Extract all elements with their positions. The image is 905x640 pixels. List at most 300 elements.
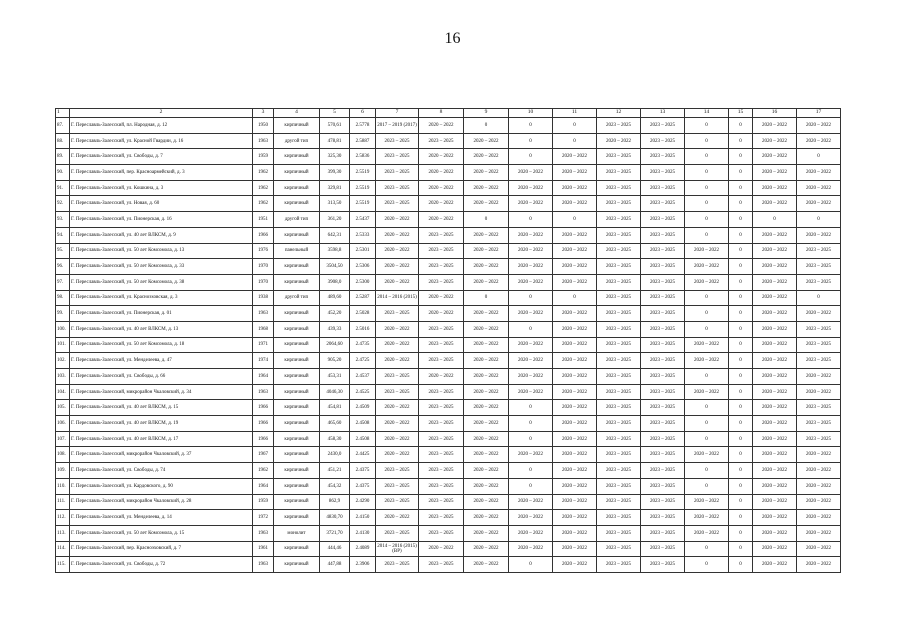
table-cell: 1938 bbox=[253, 290, 274, 306]
row-number: 88. bbox=[56, 133, 70, 149]
table-row bbox=[56, 227, 841, 243]
table-cell: 2020 – 2022 bbox=[553, 478, 597, 494]
address-cell: Г. Переславль-Залесский, ул. 50 лет Комсомола, д. 18 bbox=[70, 337, 253, 353]
table-cell: 2020 – 2022 bbox=[509, 384, 553, 400]
row-number: 91. bbox=[56, 180, 70, 196]
table-cell: 2020 – 2022 bbox=[419, 541, 464, 557]
table-cell: 2023 – 2025 bbox=[376, 149, 419, 165]
table-row bbox=[56, 510, 841, 526]
table-cell: 2020 – 2022 bbox=[419, 165, 464, 181]
table-cell: 2020 – 2022 bbox=[753, 447, 797, 463]
table-cell: 2023 – 2025 bbox=[797, 321, 841, 337]
table-cell: кирпичный bbox=[274, 494, 320, 510]
table-cell: 2020 – 2022 bbox=[464, 133, 509, 149]
table-row bbox=[56, 196, 841, 212]
table-cell: 2023 – 2025 bbox=[641, 463, 685, 479]
table-cell: 2020 – 2022 bbox=[753, 274, 797, 290]
table-cell: 2.5778 bbox=[350, 118, 376, 134]
table-cell: 0 bbox=[729, 180, 753, 196]
table-cell: 0 bbox=[729, 494, 753, 510]
address-cell: Г. Переславль-Залесский, ул. Свободы, д. 72 bbox=[70, 557, 253, 573]
table-cell: 2014 – 2016 (2015) (ВР) bbox=[376, 541, 419, 557]
table-row bbox=[56, 369, 841, 385]
table-cell: 313,50 bbox=[320, 196, 350, 212]
table-cell: кирпичный bbox=[274, 180, 320, 196]
table-cell: 0 bbox=[685, 133, 729, 149]
table-cell: 0 bbox=[729, 321, 753, 337]
table-cell: 2023 – 2025 bbox=[797, 416, 841, 432]
table-row bbox=[56, 525, 841, 541]
table-cell: 2020 – 2022 bbox=[553, 431, 597, 447]
table-cell: 2023 – 2025 bbox=[797, 243, 841, 259]
table-cell: монолит bbox=[274, 525, 320, 541]
table-cell: 2020 – 2022 bbox=[553, 369, 597, 385]
table-cell: 2023 – 2025 bbox=[376, 369, 419, 385]
table-cell: 2.4425 bbox=[350, 447, 376, 463]
table-cell: 2020 – 2022 bbox=[685, 384, 729, 400]
table-cell: кирпичный bbox=[274, 353, 320, 369]
table-cell: 2020 – 2022 bbox=[419, 369, 464, 385]
table-cell: 2020 – 2022 bbox=[419, 118, 464, 134]
table-cell: 2020 – 2022 bbox=[464, 337, 509, 353]
table-cell: 2020 – 2022 bbox=[464, 416, 509, 432]
table-cell: 2023 – 2025 bbox=[419, 321, 464, 337]
table-cell: 439,33 bbox=[320, 321, 350, 337]
table-cell: 447,88 bbox=[320, 557, 350, 573]
table-cell: 2020 – 2022 bbox=[509, 227, 553, 243]
table-cell: 2020 – 2022 bbox=[753, 290, 797, 306]
table-cell: 1974 bbox=[253, 353, 274, 369]
table-cell: 2.4130 bbox=[350, 525, 376, 541]
table-cell: 0 bbox=[685, 212, 729, 228]
row-number: 104. bbox=[56, 384, 70, 400]
table-cell: 2020 – 2022 bbox=[509, 306, 553, 322]
column-number: 9 bbox=[464, 109, 509, 118]
table-row bbox=[56, 180, 841, 196]
table-cell: 2020 – 2022 bbox=[376, 431, 419, 447]
table-cell: 2020 – 2022 bbox=[797, 227, 841, 243]
table-cell: 0 bbox=[685, 431, 729, 447]
table-cell: 0 bbox=[685, 369, 729, 385]
table-cell: 2020 – 2022 bbox=[509, 541, 553, 557]
table-cell: 0 bbox=[729, 243, 753, 259]
table-cell: 2020 – 2022 bbox=[464, 510, 509, 526]
table-cell: 1963 bbox=[253, 133, 274, 149]
table-cell: 1976 bbox=[253, 243, 274, 259]
table-row bbox=[56, 133, 841, 149]
table-cell: 2023 – 2025 bbox=[419, 463, 464, 479]
table-cell: 1966 bbox=[253, 400, 274, 416]
table-cell: кирпичный bbox=[274, 463, 320, 479]
table-cell: 3908,0 bbox=[320, 274, 350, 290]
table-cell: кирпичный bbox=[274, 447, 320, 463]
table-cell: 2020 – 2022 bbox=[464, 196, 509, 212]
column-number: 1 bbox=[56, 109, 70, 118]
table-row bbox=[56, 212, 841, 228]
table-cell: 2020 – 2022 bbox=[753, 321, 797, 337]
address-cell: Г. Переславль-Залесский, пер. Красноэховский, д. 7 bbox=[70, 541, 253, 557]
table-cell: 2020 – 2022 bbox=[419, 290, 464, 306]
table-cell: 2020 – 2022 bbox=[553, 165, 597, 181]
table-cell: 2.4375 bbox=[350, 478, 376, 494]
table-cell: кирпичный bbox=[274, 196, 320, 212]
table-cell: 2020 – 2022 bbox=[553, 243, 597, 259]
column-number-row bbox=[56, 109, 841, 118]
row-number: 106. bbox=[56, 416, 70, 432]
table-cell: 2023 – 2025 bbox=[376, 133, 419, 149]
table-cell: 3598,8 bbox=[320, 243, 350, 259]
table-cell: 2023 – 2025 bbox=[597, 118, 641, 134]
table-cell: 2020 – 2022 bbox=[376, 353, 419, 369]
table-cell: 2020 – 2022 bbox=[553, 525, 597, 541]
table-cell: 2020 – 2022 bbox=[797, 510, 841, 526]
table-cell: 2023 – 2025 bbox=[641, 196, 685, 212]
table-cell: 0 bbox=[729, 165, 753, 181]
column-number: 15 bbox=[729, 109, 753, 118]
row-number: 96. bbox=[56, 259, 70, 275]
table-cell: 1970 bbox=[253, 259, 274, 275]
table-cell: 1959 bbox=[253, 494, 274, 510]
table-cell: 1970 bbox=[253, 274, 274, 290]
table-cell: 2020 – 2022 bbox=[553, 447, 597, 463]
table-cell: 1966 bbox=[253, 227, 274, 243]
table-cell: 2020 – 2022 bbox=[797, 447, 841, 463]
table-cell: 2023 – 2025 bbox=[419, 431, 464, 447]
table-cell: 2020 – 2022 bbox=[753, 494, 797, 510]
table-cell: 2023 – 2025 bbox=[597, 259, 641, 275]
table-cell: 2020 – 2022 bbox=[419, 196, 464, 212]
table-cell: 2023 – 2025 bbox=[597, 274, 641, 290]
table-cell: 4046,30 bbox=[320, 384, 350, 400]
table-cell: 0 bbox=[729, 274, 753, 290]
table-cell: 2023 – 2025 bbox=[641, 180, 685, 196]
table-cell: 2023 – 2025 bbox=[419, 353, 464, 369]
table-cell: 2020 – 2022 bbox=[797, 369, 841, 385]
table-cell: 2020 – 2022 bbox=[509, 196, 553, 212]
table-cell: 2020 – 2022 bbox=[509, 447, 553, 463]
table-cell: 0 bbox=[685, 557, 729, 573]
table-cell: 2023 – 2025 bbox=[376, 478, 419, 494]
table-cell: 2020 – 2022 bbox=[553, 541, 597, 557]
table-cell: 2023 – 2025 bbox=[376, 180, 419, 196]
table-cell: 2020 – 2022 bbox=[509, 180, 553, 196]
row-number: 105. bbox=[56, 400, 70, 416]
table-cell: 2023 – 2025 bbox=[376, 306, 419, 322]
column-number: 7 bbox=[376, 109, 419, 118]
table-cell: 2020 – 2022 bbox=[753, 400, 797, 416]
table-row bbox=[56, 400, 841, 416]
row-number: 95. bbox=[56, 243, 70, 259]
table-cell: 2023 – 2025 bbox=[597, 494, 641, 510]
table-cell: 3721,70 bbox=[320, 525, 350, 541]
table-cell: 2023 – 2025 bbox=[641, 384, 685, 400]
table-cell: 2.4290 bbox=[350, 494, 376, 510]
table-cell: 0 bbox=[729, 369, 753, 385]
row-number: 103. bbox=[56, 369, 70, 385]
table-cell: 0 bbox=[685, 400, 729, 416]
table-cell: 2020 – 2022 bbox=[753, 463, 797, 479]
table-cell: 2023 – 2025 bbox=[641, 243, 685, 259]
table-cell: 2020 – 2022 bbox=[376, 321, 419, 337]
table-cell: 1972 bbox=[253, 510, 274, 526]
table-cell: 2023 – 2025 bbox=[419, 494, 464, 510]
row-number: 99. bbox=[56, 306, 70, 322]
table-cell: 1963 bbox=[253, 384, 274, 400]
table-cell: 0 bbox=[464, 118, 509, 134]
table-cell: 0 bbox=[729, 384, 753, 400]
column-number: 17 bbox=[797, 109, 841, 118]
table-row bbox=[56, 243, 841, 259]
table-cell: 444,46 bbox=[320, 541, 350, 557]
table-cell: 0 bbox=[685, 416, 729, 432]
table-cell: 2023 – 2025 bbox=[376, 557, 419, 573]
table-cell: другой тип bbox=[274, 133, 320, 149]
column-number: 4 bbox=[274, 109, 320, 118]
table-cell: 2020 – 2022 bbox=[753, 149, 797, 165]
column-number: 3 bbox=[253, 109, 274, 118]
table-cell: 0 bbox=[464, 290, 509, 306]
table-cell: 0 bbox=[797, 149, 841, 165]
table-cell: 2020 – 2022 bbox=[753, 557, 797, 573]
table-cell: 1959 bbox=[253, 149, 274, 165]
table-cell: 2.5437 bbox=[350, 212, 376, 228]
table-cell: 454,81 bbox=[320, 400, 350, 416]
row-number: 114. bbox=[56, 541, 70, 557]
table-cell: другой тип bbox=[274, 290, 320, 306]
table-cell: 4830,70 bbox=[320, 510, 350, 526]
table-cell: 2020 – 2022 bbox=[509, 243, 553, 259]
table-cell: 2020 – 2022 bbox=[553, 149, 597, 165]
table-cell: 2020 – 2022 bbox=[753, 478, 797, 494]
table-cell: 2023 – 2025 bbox=[376, 196, 419, 212]
table-cell: 2.5836 bbox=[350, 149, 376, 165]
table-cell: 2.5519 bbox=[350, 165, 376, 181]
table-cell: 2020 – 2022 bbox=[797, 463, 841, 479]
table-cell: 2023 – 2025 bbox=[641, 227, 685, 243]
table-cell: 2020 – 2022 bbox=[553, 416, 597, 432]
table-cell: 2020 – 2022 bbox=[464, 478, 509, 494]
table-cell: кирпичный bbox=[274, 431, 320, 447]
table-cell: 0 bbox=[685, 165, 729, 181]
address-cell: Г. Переславль-Залесский, ул. 40 лет ВЛКСМ, д. 9 bbox=[70, 227, 253, 243]
table-cell: 2020 – 2022 bbox=[464, 165, 509, 181]
table-cell: 2023 – 2025 bbox=[597, 510, 641, 526]
table-cell: 2020 – 2022 bbox=[464, 353, 509, 369]
table-cell: 2020 – 2022 bbox=[753, 510, 797, 526]
table-cell: 2023 – 2025 bbox=[419, 227, 464, 243]
table-cell: 2023 – 2025 bbox=[641, 337, 685, 353]
table-cell: 570,61 bbox=[320, 118, 350, 134]
column-number: 11 bbox=[553, 109, 597, 118]
table-cell: 2020 – 2022 bbox=[376, 510, 419, 526]
table-cell: 489,60 bbox=[320, 290, 350, 306]
table-cell: 2020 – 2022 bbox=[685, 510, 729, 526]
table-cell: 1966 bbox=[253, 431, 274, 447]
table-cell: 2020 – 2022 bbox=[464, 431, 509, 447]
table-cell: 2020 – 2022 bbox=[753, 525, 797, 541]
column-number: 16 bbox=[753, 109, 797, 118]
table-cell: 2020 – 2022 bbox=[464, 243, 509, 259]
table-cell: кирпичный bbox=[274, 510, 320, 526]
table-cell: 2020 – 2022 bbox=[597, 133, 641, 149]
row-number: 108. bbox=[56, 447, 70, 463]
table-cell: 0 bbox=[509, 557, 553, 573]
table-cell: 2020 – 2022 bbox=[376, 274, 419, 290]
table-cell: 2020 – 2022 bbox=[553, 353, 597, 369]
table-cell: 453,31 bbox=[320, 369, 350, 385]
table-cell: 2020 – 2022 bbox=[753, 353, 797, 369]
table-cell: 2020 – 2022 bbox=[464, 306, 509, 322]
row-number: 109. bbox=[56, 463, 70, 479]
table-cell: 2023 – 2025 bbox=[641, 416, 685, 432]
table-cell: 2020 – 2022 bbox=[797, 557, 841, 573]
table-cell: 2020 – 2022 bbox=[753, 180, 797, 196]
address-cell: Г. Переславль-Залесский, ул. 40 лет ВЛКСМ, д. 15 bbox=[70, 400, 253, 416]
table-cell: 2020 – 2022 bbox=[553, 227, 597, 243]
table-cell: 0 bbox=[509, 321, 553, 337]
table-cell: 2020 – 2022 bbox=[685, 447, 729, 463]
table-cell: 454,32 bbox=[320, 478, 350, 494]
table-cell: 2023 – 2025 bbox=[597, 463, 641, 479]
table-cell: 2020 – 2022 bbox=[376, 416, 419, 432]
table-cell: 2023 – 2025 bbox=[597, 290, 641, 306]
table-cell: 2020 – 2022 bbox=[464, 494, 509, 510]
table-cell: 2.5519 bbox=[350, 196, 376, 212]
table-cell: 2020 – 2022 bbox=[797, 384, 841, 400]
table-row bbox=[56, 463, 841, 479]
table-cell: 2023 – 2025 bbox=[641, 149, 685, 165]
table-cell: 1966 bbox=[253, 416, 274, 432]
table-cell: 2023 – 2025 bbox=[597, 400, 641, 416]
table-cell: 2023 – 2025 bbox=[597, 306, 641, 322]
address-cell: Г. Переславль-Залесский, микрорайон Чкаловский, д. 37 bbox=[70, 447, 253, 463]
table-row bbox=[56, 447, 841, 463]
table-cell: 2020 – 2022 bbox=[753, 243, 797, 259]
table-cell: кирпичный bbox=[274, 416, 320, 432]
table-cell: 2020 – 2022 bbox=[464, 227, 509, 243]
table-cell: 2023 – 2025 bbox=[597, 227, 641, 243]
table-cell: кирпичный bbox=[274, 259, 320, 275]
table-cell: 2.5333 bbox=[350, 227, 376, 243]
table-cell: 2064,60 bbox=[320, 337, 350, 353]
table-cell: 0 bbox=[553, 212, 597, 228]
table-cell: 0 bbox=[685, 463, 729, 479]
address-cell: Г. Переславль-Залесский, ул. 40 лет ВЛКСМ, д. 19 bbox=[70, 416, 253, 432]
table-cell: 2020 – 2022 bbox=[685, 353, 729, 369]
table-cell: 2020 – 2022 bbox=[753, 369, 797, 385]
table-cell: 2.4089 bbox=[350, 541, 376, 557]
table-cell: 2020 – 2022 bbox=[797, 306, 841, 322]
table-row bbox=[56, 494, 841, 510]
table-cell: 1963 bbox=[253, 525, 274, 541]
address-cell: Г. Переславль-Залесский, ул. 40 лет ВЛКСМ, д. 17 bbox=[70, 431, 253, 447]
table-cell: 2023 – 2025 bbox=[376, 525, 419, 541]
table-cell: 2020 – 2022 bbox=[376, 227, 419, 243]
table-cell: 2023 – 2025 bbox=[641, 525, 685, 541]
table-row bbox=[56, 541, 841, 557]
table-cell: 2020 – 2022 bbox=[685, 243, 729, 259]
table-cell: 1971 bbox=[253, 337, 274, 353]
row-number: 93. bbox=[56, 212, 70, 228]
table-cell: 0 bbox=[729, 337, 753, 353]
table-cell: 2020 – 2022 bbox=[509, 525, 553, 541]
table-cell: 1962 bbox=[253, 165, 274, 181]
table-cell: 2023 – 2025 bbox=[597, 196, 641, 212]
row-number: 94. bbox=[56, 227, 70, 243]
table-cell: 2023 – 2025 bbox=[641, 478, 685, 494]
table-row bbox=[56, 321, 841, 337]
table-cell: 2020 – 2022 bbox=[553, 306, 597, 322]
table-cell: 2023 – 2025 bbox=[597, 416, 641, 432]
table-cell: 0 bbox=[509, 431, 553, 447]
table-cell: 2023 – 2025 bbox=[376, 463, 419, 479]
table-cell: 2023 – 2025 bbox=[641, 259, 685, 275]
column-number: 8 bbox=[419, 109, 464, 118]
table-cell: 0 bbox=[685, 149, 729, 165]
table-cell: 2.5028 bbox=[350, 306, 376, 322]
table-cell: 2023 – 2025 bbox=[641, 557, 685, 573]
table-cell: 2020 – 2022 bbox=[553, 463, 597, 479]
table-cell: 2023 – 2025 bbox=[419, 337, 464, 353]
table-cell: 0 bbox=[509, 149, 553, 165]
table-cell: 2023 – 2025 bbox=[419, 274, 464, 290]
row-number: 112. bbox=[56, 510, 70, 526]
table-cell: 2023 – 2025 bbox=[597, 243, 641, 259]
table-cell: 0 bbox=[729, 227, 753, 243]
table-cell: 2020 – 2022 bbox=[797, 196, 841, 212]
table-cell: 2020 – 2022 bbox=[509, 369, 553, 385]
table-cell: 0 bbox=[509, 212, 553, 228]
table-cell: кирпичный bbox=[274, 118, 320, 134]
table-cell: панельный bbox=[274, 243, 320, 259]
row-number: 89. bbox=[56, 149, 70, 165]
address-cell: Г. Переславль-Залесский, ул. 50 лет Комсомола, д. 13 bbox=[70, 243, 253, 259]
table-cell: 2023 – 2025 bbox=[797, 400, 841, 416]
address-cell: Г. Переславль-Залесский, ул. Красноэховская, д. 3 bbox=[70, 290, 253, 306]
table-cell: 1961 bbox=[253, 541, 274, 557]
table-cell: 2020 – 2022 bbox=[753, 541, 797, 557]
table-cell: кирпичный bbox=[274, 321, 320, 337]
table-cell: 0 bbox=[729, 510, 753, 526]
table-cell: 2023 – 2025 bbox=[797, 337, 841, 353]
table-cell: 0 bbox=[685, 321, 729, 337]
table-cell: 2023 – 2025 bbox=[597, 478, 641, 494]
table-cell: 2020 – 2022 bbox=[685, 337, 729, 353]
table-cell: 1964 bbox=[253, 478, 274, 494]
table-cell: 0 bbox=[685, 180, 729, 196]
table-cell: 2020 – 2022 bbox=[509, 337, 553, 353]
table-cell: 2020 – 2022 bbox=[464, 180, 509, 196]
address-cell: Г. Переславль-Залесский, ул. Менделеева, д. 47 bbox=[70, 353, 253, 369]
table-cell: 2020 – 2022 bbox=[464, 463, 509, 479]
table-cell: 2020 – 2022 bbox=[797, 478, 841, 494]
table-cell: 2020 – 2022 bbox=[797, 165, 841, 181]
table-cell: 0 bbox=[729, 149, 753, 165]
table-cell: 0 bbox=[797, 212, 841, 228]
table-cell: 458,30 bbox=[320, 431, 350, 447]
housing-program-table bbox=[55, 108, 841, 573]
table-cell: 2023 – 2025 bbox=[797, 259, 841, 275]
table-cell: 2020 – 2022 bbox=[464, 321, 509, 337]
address-cell: Г. Переславль-Залесский, ул. Новая, д. 60 bbox=[70, 196, 253, 212]
table-cell: 2023 – 2025 bbox=[419, 557, 464, 573]
table-cell: кирпичный bbox=[274, 274, 320, 290]
table-cell: 1962 bbox=[253, 196, 274, 212]
table-cell: 0 bbox=[685, 196, 729, 212]
table-cell: 2020 – 2022 bbox=[753, 337, 797, 353]
table-cell: 2020 – 2022 bbox=[553, 259, 597, 275]
row-number: 102. bbox=[56, 353, 70, 369]
